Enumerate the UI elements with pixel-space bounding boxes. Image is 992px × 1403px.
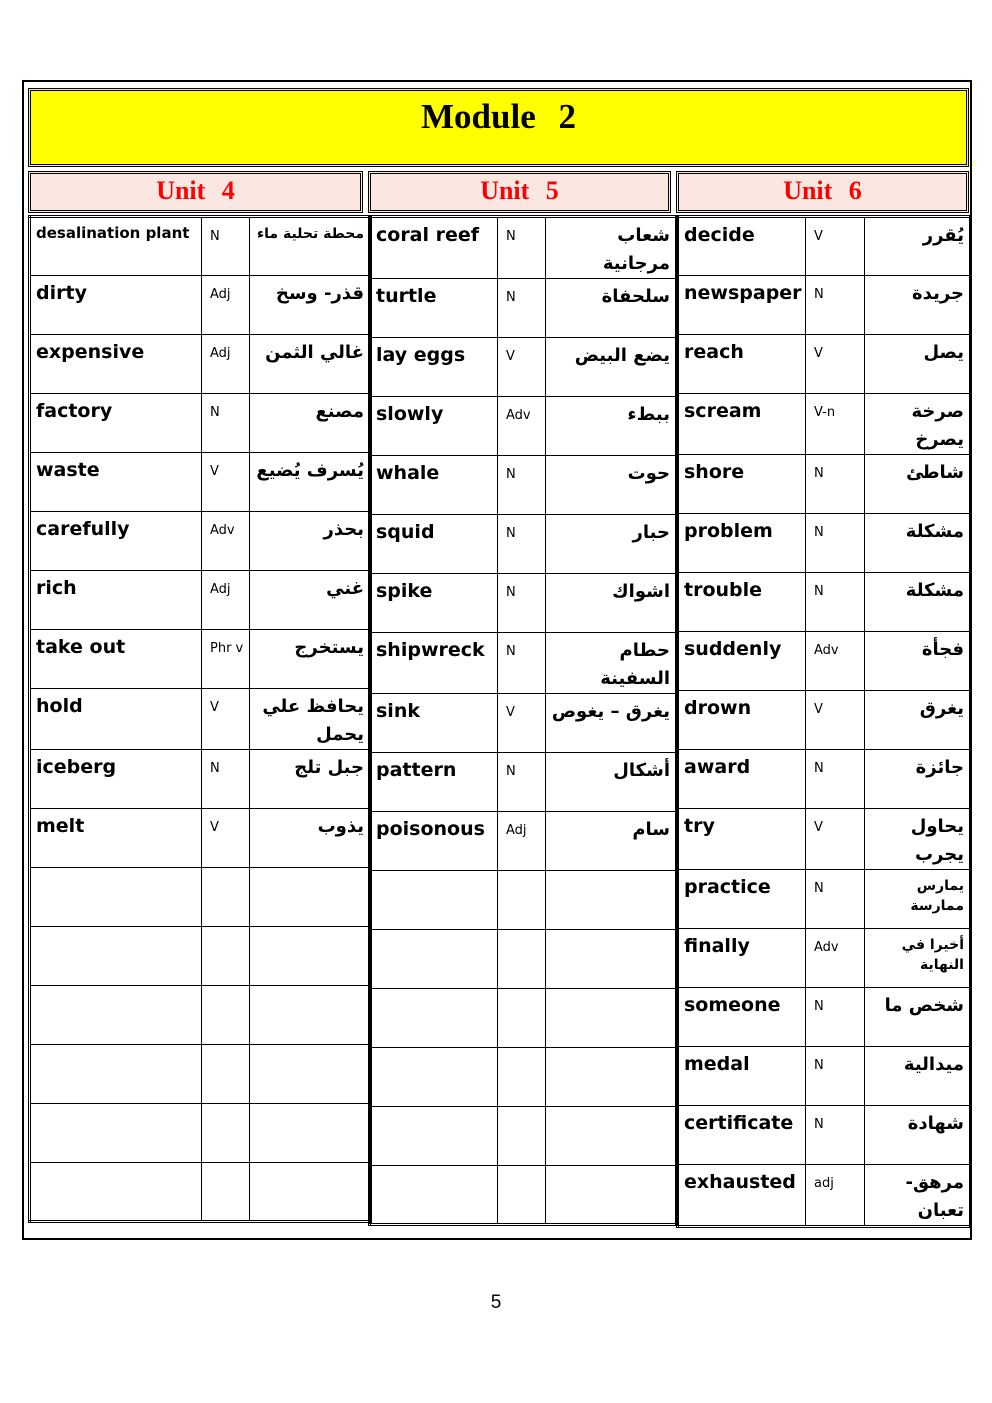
english-word: carefully — [30, 512, 202, 571]
english-word: medal — [678, 1047, 806, 1106]
arabic-meaning — [250, 986, 371, 1045]
part-of-speech: Phr v — [202, 630, 250, 689]
table-row — [30, 809, 371, 868]
table-row — [678, 455, 971, 514]
english-word: try — [678, 809, 806, 870]
table-row — [370, 515, 677, 574]
table-row — [370, 456, 677, 515]
arabic-meaning: جريدة — [865, 276, 971, 335]
vocab-table-unit-5 — [368, 215, 678, 1226]
part-of-speech: N — [806, 455, 865, 514]
arabic-meaning: مشكلة — [865, 573, 971, 632]
arabic-meaning: حبار — [546, 515, 677, 574]
english-word: problem — [678, 514, 806, 573]
table-row — [678, 573, 971, 632]
english-word — [370, 871, 498, 930]
table-row — [370, 338, 677, 397]
table-row — [30, 453, 371, 512]
arabic-meaning: أخيرا في النهاية — [865, 929, 971, 988]
part-of-speech: V — [806, 809, 865, 870]
arabic-meaning: يغرق – يغوص — [546, 694, 677, 753]
english-word: lay eggs — [370, 338, 498, 397]
part-of-speech — [202, 1163, 250, 1222]
english-word — [370, 1048, 498, 1107]
english-word: take out — [30, 630, 202, 689]
table-row — [370, 217, 677, 279]
arabic-meaning: يُقرر — [865, 217, 971, 276]
unit-header-5 — [368, 171, 671, 213]
part-of-speech: V — [498, 694, 546, 753]
english-word — [30, 1104, 202, 1163]
table-row — [370, 279, 677, 338]
table-row — [678, 1106, 971, 1165]
english-word: poisonous — [370, 812, 498, 871]
part-of-speech: V — [806, 335, 865, 394]
arabic-meaning: مرهق- تعبان — [865, 1165, 971, 1227]
part-of-speech: V — [498, 338, 546, 397]
part-of-speech: Adj — [498, 812, 546, 871]
part-of-speech: V-n — [806, 394, 865, 455]
english-word: finally — [678, 929, 806, 988]
arabic-meaning — [250, 1045, 371, 1104]
english-word: turtle — [370, 279, 498, 338]
arabic-meaning: يُسرف يُضيع — [250, 453, 371, 512]
part-of-speech: N — [806, 276, 865, 335]
part-of-speech — [498, 1166, 546, 1225]
vocab-table-unit-6 — [676, 215, 972, 1228]
arabic-meaning: اشواك — [546, 574, 677, 633]
english-word: certificate — [678, 1106, 806, 1165]
english-word: sink — [370, 694, 498, 753]
table-row — [678, 809, 971, 870]
english-word: squid — [370, 515, 498, 574]
english-word: pattern — [370, 753, 498, 812]
unit-title: Unit 5 — [480, 176, 559, 205]
part-of-speech — [202, 927, 250, 986]
unit-header-4 — [28, 171, 363, 213]
arabic-meaning: يحاول يجرب — [865, 809, 971, 870]
table-row — [30, 750, 371, 809]
english-word: expensive — [30, 335, 202, 394]
table-row — [678, 691, 971, 750]
table-row — [678, 514, 971, 573]
part-of-speech: N — [498, 279, 546, 338]
table-row — [370, 989, 677, 1048]
arabic-meaning: يستخرج — [250, 630, 371, 689]
table-row — [370, 1048, 677, 1107]
english-word: trouble — [678, 573, 806, 632]
arabic-meaning — [546, 989, 677, 1048]
part-of-speech: V — [202, 689, 250, 750]
part-of-speech: N — [202, 394, 250, 453]
table-row — [370, 574, 677, 633]
arabic-meaning — [546, 1048, 677, 1107]
arabic-meaning: محطة تحلية ماء — [250, 217, 371, 276]
table-row — [678, 929, 971, 988]
arabic-meaning — [546, 1107, 677, 1166]
arabic-meaning: يضع البيض — [546, 338, 677, 397]
english-word — [30, 868, 202, 927]
table-row — [30, 630, 371, 689]
english-word: shore — [678, 455, 806, 514]
part-of-speech — [498, 871, 546, 930]
part-of-speech: Adv — [202, 512, 250, 571]
table-row — [30, 335, 371, 394]
arabic-meaning: يغرق — [865, 691, 971, 750]
arabic-meaning: قذر- وسخ — [250, 276, 371, 335]
part-of-speech: N — [806, 514, 865, 573]
part-of-speech: N — [498, 753, 546, 812]
english-word — [370, 1107, 498, 1166]
table-row — [30, 217, 371, 276]
table-row — [370, 397, 677, 456]
table-row — [370, 1107, 677, 1166]
table-row — [30, 571, 371, 630]
part-of-speech: N — [498, 633, 546, 694]
arabic-meaning: غني — [250, 571, 371, 630]
english-word: spike — [370, 574, 498, 633]
arabic-meaning: يصل — [865, 335, 971, 394]
english-word: someone — [678, 988, 806, 1047]
table-row — [370, 633, 677, 694]
table-row — [678, 276, 971, 335]
part-of-speech: Adv — [498, 397, 546, 456]
arabic-meaning — [546, 1166, 677, 1225]
arabic-meaning: شاطئ — [865, 455, 971, 514]
arabic-meaning: جائزة — [865, 750, 971, 809]
part-of-speech: N — [806, 870, 865, 929]
arabic-meaning — [546, 871, 677, 930]
part-of-speech — [498, 1107, 546, 1166]
table-row — [678, 217, 971, 276]
table-row — [370, 871, 677, 930]
arabic-meaning: سام — [546, 812, 677, 871]
english-word: iceberg — [30, 750, 202, 809]
arabic-meaning: ببطء — [546, 397, 677, 456]
english-word: shipwreck — [370, 633, 498, 694]
table-row — [30, 1045, 371, 1104]
part-of-speech: N — [498, 456, 546, 515]
table-row — [30, 868, 371, 927]
english-word: desalination plant — [30, 217, 202, 276]
table-row — [30, 394, 371, 453]
english-word: practice — [678, 870, 806, 929]
english-word: scream — [678, 394, 806, 455]
arabic-meaning: جبل تلج — [250, 750, 371, 809]
arabic-meaning — [250, 927, 371, 986]
table-row — [678, 394, 971, 455]
table-row — [30, 1104, 371, 1163]
part-of-speech — [202, 868, 250, 927]
table-row — [30, 276, 371, 335]
arabic-meaning: فجأة — [865, 632, 971, 691]
english-word: drown — [678, 691, 806, 750]
part-of-speech: N — [498, 574, 546, 633]
part-of-speech — [202, 1104, 250, 1163]
arabic-meaning: حوت — [546, 456, 677, 515]
unit-title: Unit 4 — [156, 176, 235, 205]
part-of-speech: N — [806, 1047, 865, 1106]
part-of-speech: N — [202, 217, 250, 276]
part-of-speech: N — [498, 217, 546, 279]
table-row — [30, 927, 371, 986]
part-of-speech — [498, 989, 546, 1048]
part-of-speech: Adj — [202, 276, 250, 335]
english-word: rich — [30, 571, 202, 630]
english-word: waste — [30, 453, 202, 512]
part-of-speech: adj — [806, 1165, 865, 1227]
arabic-meaning: شهادة — [865, 1106, 971, 1165]
table-row — [30, 986, 371, 1045]
arabic-meaning: مشكلة — [865, 514, 971, 573]
vocab-table-unit-4 — [28, 215, 372, 1223]
english-word: exhausted — [678, 1165, 806, 1227]
english-word: suddenly — [678, 632, 806, 691]
part-of-speech: V — [202, 453, 250, 512]
part-of-speech: Adv — [806, 929, 865, 988]
table-row — [678, 750, 971, 809]
english-word — [30, 1163, 202, 1222]
part-of-speech: N — [806, 988, 865, 1047]
arabic-meaning: مصنع — [250, 394, 371, 453]
table-row — [370, 694, 677, 753]
page-number: 5 — [490, 1292, 502, 1313]
part-of-speech: V — [806, 691, 865, 750]
arabic-meaning: ميدالية — [865, 1047, 971, 1106]
english-word — [370, 930, 498, 989]
table-row — [678, 1165, 971, 1227]
english-word — [370, 1166, 498, 1225]
table-row — [30, 689, 371, 750]
arabic-meaning: أشكال — [546, 753, 677, 812]
english-word: slowly — [370, 397, 498, 456]
english-word — [30, 986, 202, 1045]
english-word: melt — [30, 809, 202, 868]
arabic-meaning: يذوب — [250, 809, 371, 868]
table-row — [678, 988, 971, 1047]
part-of-speech: N — [202, 750, 250, 809]
part-of-speech: Adj — [202, 571, 250, 630]
part-of-speech — [202, 1045, 250, 1104]
english-word: decide — [678, 217, 806, 276]
arabic-meaning — [546, 930, 677, 989]
table-row — [678, 335, 971, 394]
table-row — [370, 930, 677, 989]
english-word: factory — [30, 394, 202, 453]
arabic-meaning: حطام السفينة — [546, 633, 677, 694]
part-of-speech: N — [806, 750, 865, 809]
part-of-speech: Adj — [202, 335, 250, 394]
part-of-speech: V — [202, 809, 250, 868]
part-of-speech: N — [498, 515, 546, 574]
part-of-speech: N — [806, 1106, 865, 1165]
table-row — [678, 632, 971, 691]
english-word: award — [678, 750, 806, 809]
arabic-meaning: شعاب مرجانية — [546, 217, 677, 279]
english-word: reach — [678, 335, 806, 394]
arabic-meaning: يحافظ علي يحمل — [250, 689, 371, 750]
table-row — [30, 512, 371, 571]
table-row — [678, 1047, 971, 1106]
module-title: Module 2 — [421, 97, 576, 136]
part-of-speech — [498, 930, 546, 989]
part-of-speech: Adv — [806, 632, 865, 691]
unit-title: Unit 6 — [783, 176, 862, 205]
part-of-speech: V — [806, 217, 865, 276]
unit-header-6 — [676, 171, 969, 213]
part-of-speech — [498, 1048, 546, 1107]
english-word: whale — [370, 456, 498, 515]
arabic-meaning: يمارس ممارسة — [865, 870, 971, 929]
part-of-speech: N — [806, 573, 865, 632]
arabic-meaning: صرخة يصرخ — [865, 394, 971, 455]
table-row — [678, 870, 971, 929]
arabic-meaning: سلحفاة — [546, 279, 677, 338]
table-row — [370, 1166, 677, 1225]
table-row — [370, 753, 677, 812]
module-header — [28, 88, 969, 167]
english-word — [30, 1045, 202, 1104]
arabic-meaning: بحذر — [250, 512, 371, 571]
table-row — [30, 1163, 371, 1222]
arabic-meaning — [250, 1163, 371, 1222]
english-word: coral reef — [370, 217, 498, 279]
table-row — [370, 812, 677, 871]
arabic-meaning — [250, 868, 371, 927]
english-word — [370, 989, 498, 1048]
arabic-meaning: شخص ما — [865, 988, 971, 1047]
english-word: hold — [30, 689, 202, 750]
arabic-meaning: غالي الثمن — [250, 335, 371, 394]
english-word — [30, 927, 202, 986]
arabic-meaning — [250, 1104, 371, 1163]
english-word: newspaper — [678, 276, 806, 335]
part-of-speech — [202, 986, 250, 1045]
english-word: dirty — [30, 276, 202, 335]
